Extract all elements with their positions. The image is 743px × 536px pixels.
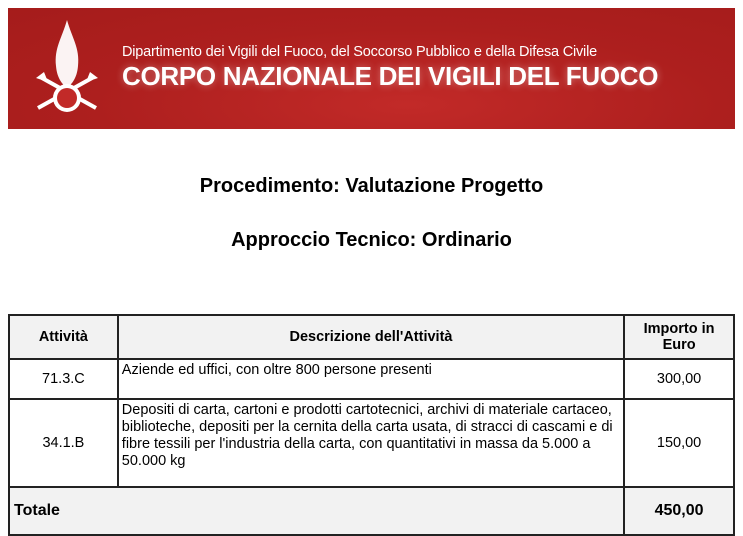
activity-code: 34.1.B (9, 399, 118, 487)
header-banner (8, 8, 735, 129)
header-amount: Importo in Euro (624, 315, 734, 359)
fire-brigade-emblem-icon (32, 18, 102, 123)
activities-table (8, 314, 735, 536)
table-row (9, 359, 734, 399)
activity-description: Depositi di carta, cartoni e prodotti cartotecnici, archivi di materiale cartaceo, biblioteche, depositi per la cernita della carta usata, di stracci di cascami e di fibre tessili per l'industria della carta, con quantitativi in massa da 5.000 a 50.000 kg (118, 399, 624, 487)
procedure-title: Procedimento: Valutazione Progetto (199, 175, 544, 197)
activity-amount: 150,00 (624, 399, 734, 487)
header-description: Descrizione dell'Attività (118, 315, 624, 359)
header-activity: Attività (9, 315, 118, 359)
activity-description: Aziende ed uffici, con oltre 800 persone presenti (118, 359, 624, 399)
approach-title: Approccio Tecnico: Ordinario (231, 229, 512, 251)
table-header-row (9, 315, 734, 359)
corps-name: CORPO NAZIONALE DEI VIGILI DEL FUOCO (122, 61, 659, 91)
activity-code: 71.3.C (9, 359, 118, 399)
total-row (9, 487, 734, 535)
total-label: Totale (9, 487, 624, 535)
total-amount: 450,00 (624, 487, 734, 535)
activity-amount: 300,00 (624, 359, 734, 399)
table-row (9, 399, 734, 487)
department-name: Dipartimento dei Vigili del Fuoco, del Soccorso Pubblico e della Difesa Civile (122, 44, 597, 60)
